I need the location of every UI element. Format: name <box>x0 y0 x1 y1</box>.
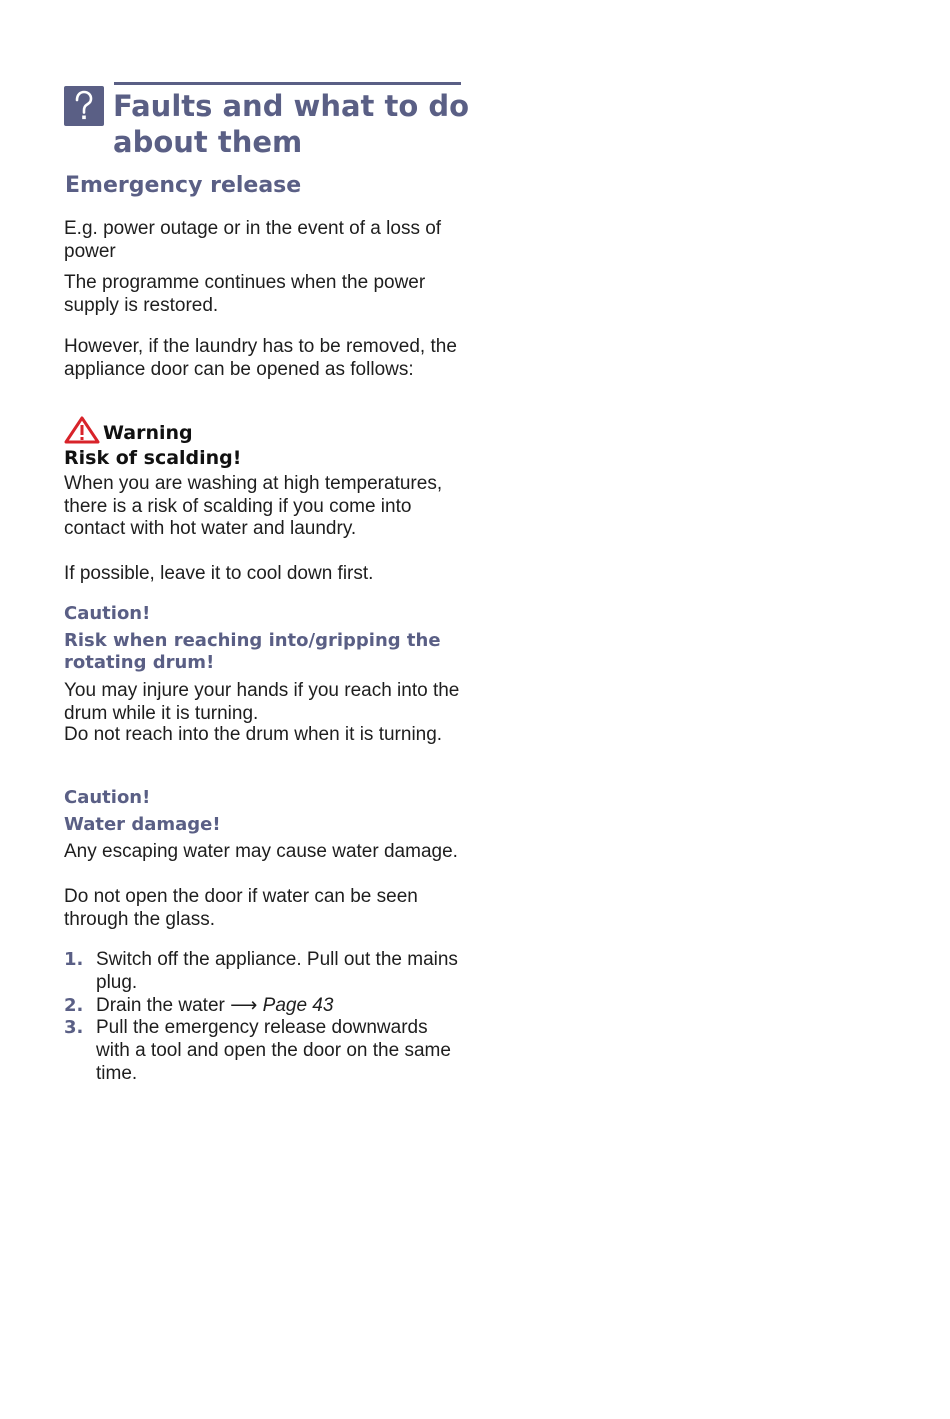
caution-1-heading: Risk when reaching into/gripping the rotating drum! <box>64 630 441 673</box>
caution-2-heading: Water damage! <box>64 814 221 835</box>
intro-paragraph-3: However, if the laundry has to be removed, the appliance door can be opened as follows: <box>64 336 457 380</box>
step-text-main: Drain the water <box>96 994 225 1016</box>
intro-paragraph-1: E.g. power outage or in the event of a loss of power <box>64 218 442 262</box>
warning-text-2: If possible, leave it to cool down first. <box>64 563 374 584</box>
question-mark-icon <box>64 86 104 126</box>
list-item <box>64 1017 464 1085</box>
intro-paragraph-2: The programme continues when the power supply is restored. <box>64 272 426 316</box>
list-item <box>64 949 464 995</box>
warning-triangle-icon <box>64 416 100 444</box>
caution-2-text: Any escaping water may cause water damage. <box>64 841 458 862</box>
caution-1-text-2: Do not reach into the drum when it is turning. <box>64 724 443 745</box>
step-number: 3. <box>64 1017 84 1039</box>
step-text: Switch off the appliance. Pull out the mains plug. <box>96 949 458 993</box>
step-text: Pull the emergency release downwards with a tool and open the door on the same time. <box>96 1017 451 1084</box>
page-title: Faults and what to do about them <box>113 89 470 159</box>
warning-label: Warning <box>103 422 193 444</box>
section-title: Emergency release <box>65 173 302 198</box>
warning-heading: Risk of scalding! <box>64 447 242 469</box>
warning-text: When you are washing at high temperatures, there is a risk of scalding if you come into contact with hot water and laundry. <box>64 473 443 539</box>
list-item <box>64 995 464 1018</box>
caution-2-text-2: Do not open the door if water can be seen through the glass. <box>64 886 418 930</box>
step-text <box>96 995 464 1018</box>
header-rule <box>114 82 461 85</box>
page-reference-link[interactable]: Page 43 <box>262 994 334 1016</box>
step-number: 2. <box>64 994 84 1016</box>
steps-list <box>64 949 464 1086</box>
warning-header <box>64 416 193 444</box>
arrow-right-icon: ⟶ <box>230 994 258 1016</box>
caution-1-text: You may injure your hands if you reach into the drum while it is turning. <box>64 680 460 724</box>
caution-1-label: Caution! <box>64 603 151 624</box>
caution-2-label: Caution! <box>64 787 151 808</box>
step-number: 1. <box>64 949 84 970</box>
